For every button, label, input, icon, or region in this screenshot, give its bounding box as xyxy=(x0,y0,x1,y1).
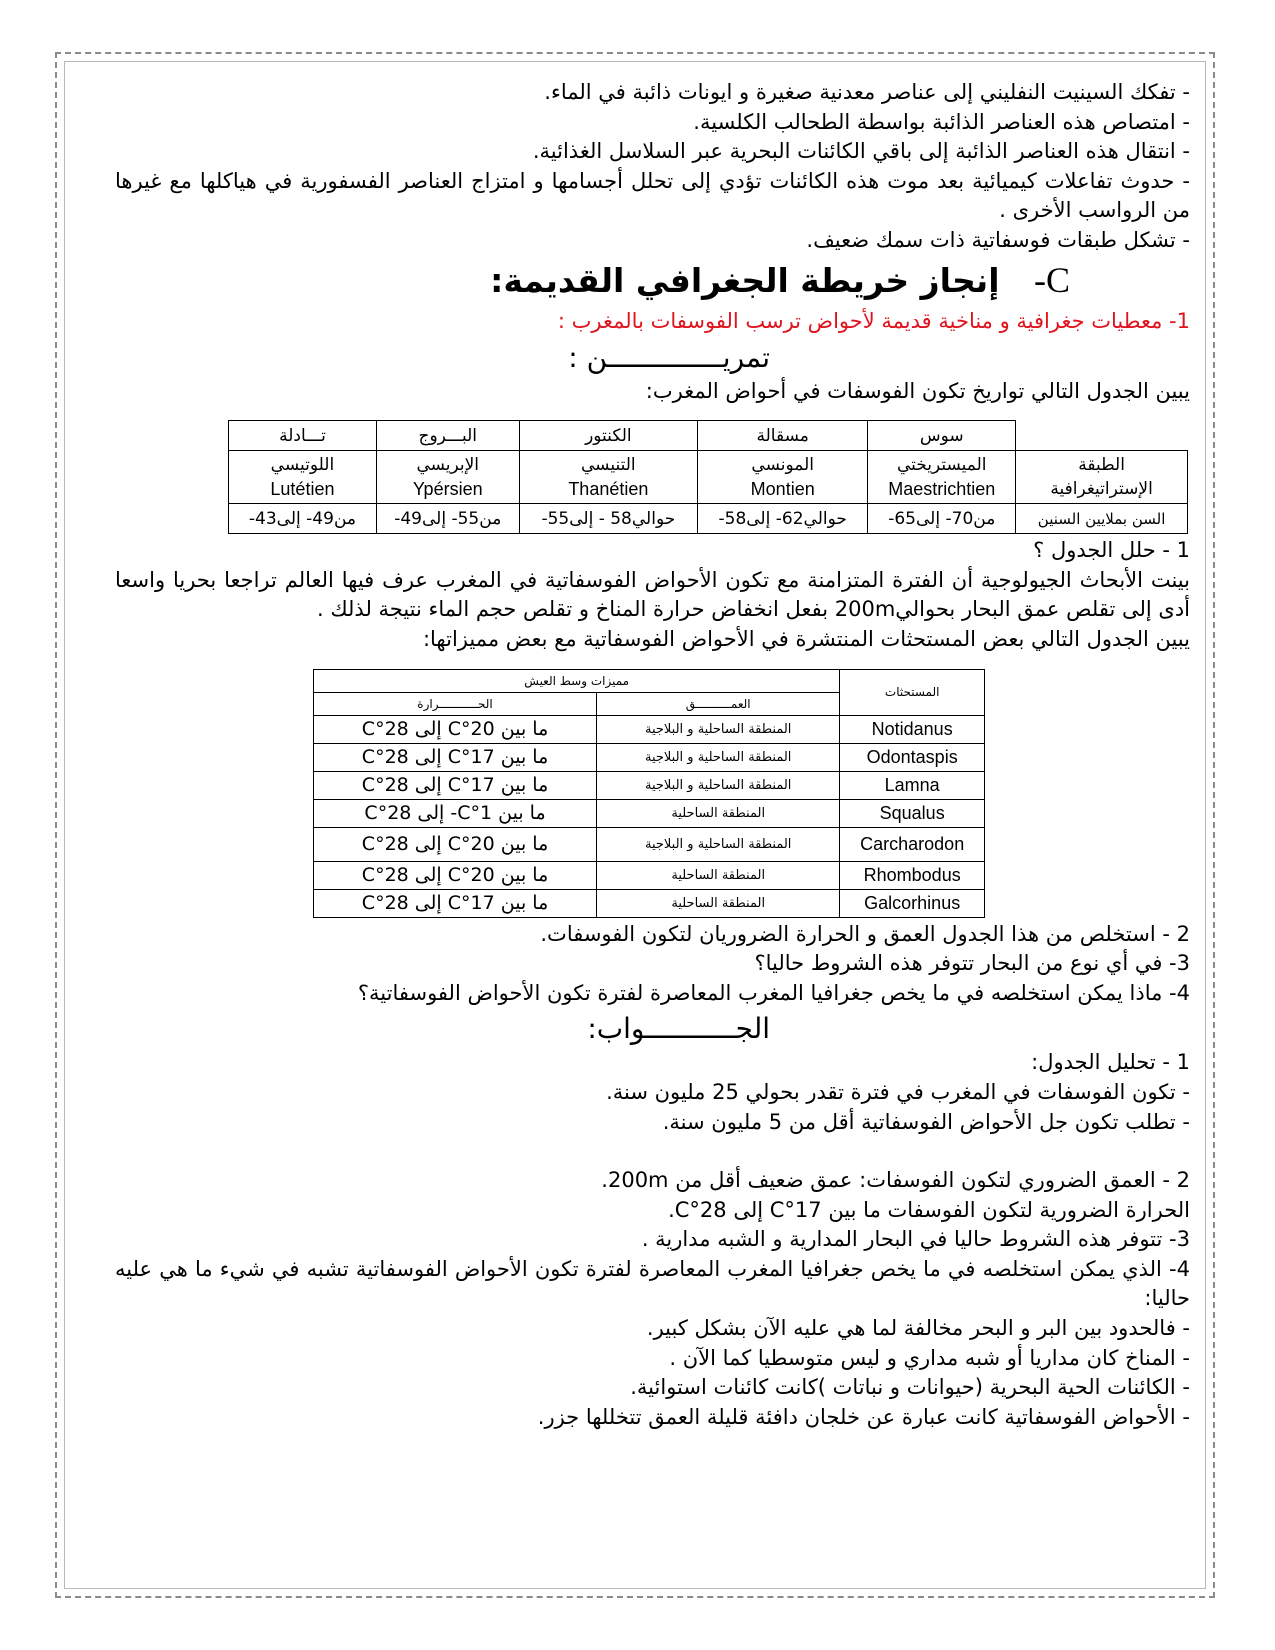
fossil-cell: Carcharodon xyxy=(840,827,985,861)
context-paragraph: بينت الأبحاث الجيولوجية أن الفترة المتزامنة مع تكون الأحواض الفوسفاتية في المغرب عرف فيها العالم تراجعا بحريا واسعا أدى إلى تقلص عمق البحار بحوالي200m بفعل انخفاض حرارة المناخ و تقلص حجم الماء نتيجة لذلك . xyxy=(115,567,1190,622)
table-row xyxy=(314,799,985,827)
stage-label-line: الإستراتيغرافية xyxy=(1050,479,1153,500)
fossil-cell: Odontaspis xyxy=(840,743,985,771)
stage-cell xyxy=(229,451,377,504)
question-4: 4- ماذا يمكن استخلصه في ما يخص جغرافيا المغرب المعاصرة لفترة تكون الأحواض الفوسفاتية؟ xyxy=(357,980,1190,1005)
fossil-cell: Galcorhinus xyxy=(840,889,985,917)
stage-ar: المونسي xyxy=(751,455,814,476)
table-row xyxy=(314,669,985,692)
answer-2-line: 2 - العمق الضروري لتكون الفوسفات: عمق ضعيف أقل من 200m. xyxy=(601,1168,1190,1193)
temperature-cell: ما بين 17°C إلى 28°C xyxy=(314,743,597,771)
intro-list xyxy=(115,78,1190,256)
fossils-header: المستحثات xyxy=(840,669,985,715)
answer-1-line: - تكون الفوسفات في المغرب في فترة تقدر بحولي 25 مليون سنة. xyxy=(606,1079,1190,1104)
intro-line: - تشكل طبقات فوسفاتية ذات سمك ضعيف. xyxy=(806,227,1190,252)
age-cell: من49- إلى43- xyxy=(229,504,377,534)
answer-title: الجـــــــــــواب: xyxy=(587,1012,770,1046)
basin-cell: مسقالة xyxy=(698,421,868,451)
temperature-cell: ما بين 17°C إلى 28°C xyxy=(314,889,597,917)
stage-fr: Ypérsien xyxy=(412,479,483,500)
depth-cell: المنطقة الساحلية و البلاجية xyxy=(597,827,840,861)
age-cell: حوالي62- إلى58- xyxy=(698,504,868,534)
depth-cell: المنطقة الساحلية و البلاجية xyxy=(597,715,840,743)
stage-ar: الميستريختي xyxy=(896,455,987,476)
answer-4-line: - الكائنات الحية البحرية (حيوانات و نباتات )كانت كائنات استوائية. xyxy=(630,1375,1190,1400)
table-row xyxy=(314,715,985,743)
table-row xyxy=(229,451,1188,504)
table-row xyxy=(314,861,985,889)
answer-4-line: - فالحدود بين البر و البحر مخالفة لما هي عليه الآن بشكل كبير. xyxy=(646,1316,1190,1341)
exercise-title: تمريــــــــــــــن : xyxy=(568,340,770,374)
stage-fr: Lutétien xyxy=(270,479,335,500)
table1-intro: يبين الجدول التالي تواريخ تكون الفوسفات في أحواض المغرب: xyxy=(645,378,1190,403)
table-row xyxy=(314,743,985,771)
table2-intro: يبين الجدول التالي بعض المستحثات المنتشرة في الأحواض الفوسفاتية مع بعض مميزاتها: xyxy=(422,626,1190,651)
stage-label-cell xyxy=(1016,451,1188,504)
intro-line: - انتقال هذه العناصر الذائبة إلى باقي الكائنات البحرية عبر السلاسل الغذائية. xyxy=(532,139,1190,164)
table-row xyxy=(314,771,985,799)
table-row xyxy=(314,827,985,861)
basin-cell: تـــادلة xyxy=(229,421,377,451)
subsection-title: 1- معطيات جغرافية و مناخية قديمة لأحواض ترسب الفوسفات بالمغرب : xyxy=(557,308,1190,333)
answer-4-line: - الأحواض الفوسفاتية كانت عبارة عن خلجان دافئة قليلة العمق تتخللها جزر. xyxy=(537,1404,1190,1429)
temperature-header: الحـــــــــــرارة xyxy=(314,692,597,715)
answers xyxy=(115,1048,1190,1432)
answer-4-line: - المناخ كان مداريا أو شبه مداري و ليس متوسطيا كما الآن . xyxy=(669,1345,1190,1370)
answer-1-title: 1 - تحليل الجدول: xyxy=(1031,1050,1190,1075)
stage-cell xyxy=(376,451,519,504)
answer-4: 4- الذي يمكن استخلصه في ما يخص جغرافيا المغرب المعاصرة لفترة تكون الأحواض الفوسفاتية تشبه في شيء ما هي عليه حاليا: xyxy=(115,1256,1190,1311)
stage-ar: التنيسي xyxy=(581,455,636,476)
temperature-cell: ما بين 17°C إلى 28°C xyxy=(314,771,597,799)
fossil-cell: Notidanus xyxy=(840,715,985,743)
fossil-cell: Lamna xyxy=(840,771,985,799)
table-row xyxy=(229,504,1188,534)
basin-cell: الكنتور xyxy=(519,421,697,451)
temperature-cell: ما بين 20°C إلى 28°C xyxy=(314,827,597,861)
fossils-table xyxy=(313,669,985,918)
depth-header: العمــــــــــق xyxy=(597,692,840,715)
stage-ar: اللوتيسي xyxy=(270,455,335,476)
depth-cell: المنطقة الساحلية xyxy=(597,861,840,889)
stage-label-line: الطبقة xyxy=(1078,455,1125,476)
depth-cell: المنطقة الساحلية و البلاجية xyxy=(597,743,840,771)
stage-fr: Maestrichtien xyxy=(888,479,996,500)
question-3: 3- في أي نوع من البحار تتوفر هذه الشروط حاليا؟ xyxy=(754,951,1190,976)
stage-cell xyxy=(868,451,1016,504)
stage-fr: Thanétien xyxy=(568,479,649,500)
stage-fr: Montien xyxy=(750,479,815,500)
answer-3: 3- تتوفر هذه الشروط حاليا في البحار المدارية و الشبه مدارية . xyxy=(641,1227,1190,1252)
question-2: 2 - استخلص من هذا الجدول العمق و الحرارة الضروريان لتكون الفوسفات. xyxy=(540,921,1190,946)
depth-cell: المنطقة الساحلية xyxy=(597,799,840,827)
age-cell: من70- إلى65- xyxy=(868,504,1016,534)
section-heading xyxy=(115,256,1070,305)
document-body xyxy=(115,78,1190,1432)
intro-line: - حدوث تفاعلات كيميائية بعد موت هذه الكائنات تؤدي إلى تحلل أجسامها و امتزاج العناصر الفسفورية في هياكلها مع غيرها من الرواسب الأخرى . xyxy=(115,168,1190,223)
age-cell: من55- إلى49- xyxy=(376,504,519,534)
table-row xyxy=(229,421,1188,451)
age-cell: حوالي58 - إلى55- xyxy=(519,504,697,534)
table-row xyxy=(314,889,985,917)
fossil-cell: Squalus xyxy=(840,799,985,827)
temperature-cell: ما بين 1°C- إلى 28°C xyxy=(314,799,597,827)
habitat-header: مميزات وسط العيش xyxy=(314,669,840,692)
answer-2-line: الحرارة الضرورية لتكون الفوسفات ما بين 17°C إلى 28°C. xyxy=(668,1197,1190,1222)
fossil-cell: Rhombodus xyxy=(840,861,985,889)
phosphate-ages-table xyxy=(228,420,1188,534)
stage-cell xyxy=(698,451,868,504)
basin-cell: سوس xyxy=(868,421,1016,451)
answer-1-line: - تطلب تكون جل الأحواض الفوسفاتية أقل من 5 مليون سنة. xyxy=(662,1109,1190,1134)
intro-line: - تفكك السينيت النفليني إلى عناصر معدنية صغيرة و ايونات ذائبة في الماء. xyxy=(544,80,1190,104)
depth-cell: المنطقة الساحلية xyxy=(597,889,840,917)
basin-cell: البـــروج xyxy=(376,421,519,451)
depth-cell: المنطقة الساحلية و البلاجية xyxy=(597,771,840,799)
age-label-cell: السن بملايين السنين xyxy=(1016,504,1188,534)
section-letter: C- xyxy=(1033,259,1070,300)
question-1: 1 - حلل الجدول ؟ xyxy=(1033,538,1190,563)
intro-line: - امتصاص هذه العناصر الذائبة بواسطة الطحالب الكلسية. xyxy=(693,109,1190,134)
stage-ar: الإبريسي xyxy=(416,455,480,476)
section-title: إنجاز خريطة الجغرافي القديمة: xyxy=(490,260,1000,300)
temperature-cell: ما بين 20°C إلى 28°C xyxy=(314,861,597,889)
temperature-cell: ما بين 20°C إلى 28°C xyxy=(314,715,597,743)
stage-cell xyxy=(519,451,697,504)
